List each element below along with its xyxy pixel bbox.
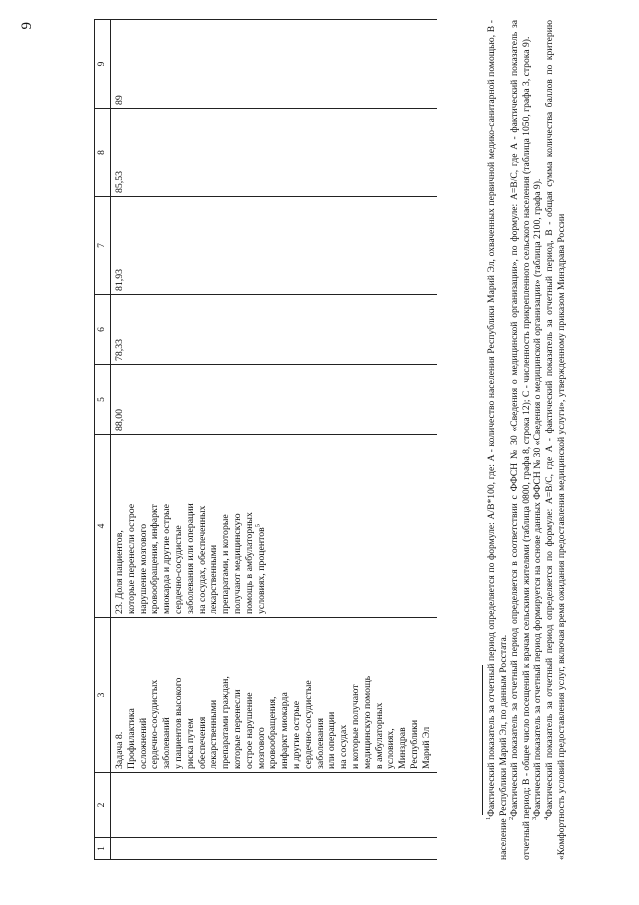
task-line: которые перенесли [231,689,243,769]
task-line: медицинскую помощь [361,675,373,769]
footnote [486,20,509,860]
footnote-text: Фактический показатель за отчетный период определяется в соответствии с ФФСН № 30 «Сведения о медицинской организации», по формуле: A=B/C, где A - фактический показатель за отчетный период; B - общее число посещений к врачам сельскими жителями (таблица 0800, графа 8, строка 12); C - численность прикрепленного сельского населения (таблица 1050, графа 3, строка 9). [509,20,532,860]
footnote-mark: 4 [542,816,550,820]
indicator-line: лекарственными [208,544,220,614]
footnote [509,20,532,860]
cell-task [111,618,437,773]
column-header: 8 [95,109,111,197]
task-line: заболевания [314,717,326,769]
indicator-line: миокарда и другие острые [161,504,173,614]
column-header: 7 [95,197,111,295]
indicator-line: нарушение мозгового [137,523,149,614]
indicators-table [94,19,437,860]
task-line: в амбулаторных [373,702,385,769]
cell-indicator [111,435,437,618]
cell-value-2020: 78,33 [111,295,437,365]
task-line: Республики [408,719,420,769]
cell-value-2023: 89 [111,20,437,109]
task-line: или операции [326,711,338,769]
indicator-line: 23. Доля пациентов, [114,530,125,614]
footnote-separator [482,665,483,815]
task-line: условиях, [385,728,397,769]
footnote-mark: 5 [254,523,262,528]
column-header: 1 [95,838,111,860]
indicator-line: сердечно-сосудистые [172,525,184,614]
footnote [544,20,567,860]
footnote-mark: 3 [531,816,539,820]
task-line: сердечно-сосудистых [149,679,161,769]
footnote [532,20,544,860]
column-header: 9 [95,20,111,109]
cell-value-2019: 88,00 [111,365,437,435]
footnote-text: Фактический показатель за отчетный период определяется по формуле: A=B/C, где A - фактический показатель за отчетный период, B - общая сумма количества баллов по критерию «Комфортность условий предоставления услуг, включая время ожидания предоставления медицинской услуги», утвержденному приказом Минздрава России [543,20,567,860]
cell-program [111,773,437,838]
task-line: сердечно-сосудистые [302,680,314,769]
task-line: заболеваний [161,717,173,769]
footnotes [486,20,567,860]
indicator-line: которые перенесли острое [125,503,137,614]
task-line: Марий Эл [420,726,432,769]
indicator-line: на сосудах, обеспеченных [196,505,208,614]
task-line: у пациентов высокого [172,677,184,769]
task-line: осложнений [137,717,149,769]
task-line: лекарственными [208,699,220,769]
cell-value-2021: 81,93 [111,197,437,295]
task-line: Минздрав [397,727,409,769]
footnote-mark: 1 [484,816,492,820]
task-line: и которые получают [349,684,361,769]
task-line: кровообращения, [267,696,279,769]
task-line: острое нарушение [243,692,255,769]
column-header: 3 [95,618,111,773]
task-line: Задача 8. [114,731,125,769]
indicator-line [256,438,268,614]
column-header: 5 [95,365,111,435]
indicator-line: заболевания или операции [184,503,196,614]
footnote-text: Фактический показатель за отчетный период определяется по формуле: A/B*100, где: A - количество населения Республики Марий Эл, охваченных первичной медико-санитарной помощью, B - население Республики Марий Эл, по данным Росстата. [486,20,509,860]
indicator-line: получают медицинскую [231,513,243,614]
table-row [111,20,437,860]
footnote-text: Фактический показатель за отчетный период формируется на основе данных ФФСН № 30 «Сведения о медицинской организации» (таблица 2100, графа 9). [532,178,544,817]
column-header: 2 [95,773,111,838]
indicator-line: помощь в амбулаторных [243,512,255,614]
task-line: обеспечения [196,716,208,769]
footnote-mark: 2 [508,816,515,820]
task-line: препаратами граждан, [220,676,232,769]
task-line: Профилактика [125,708,137,769]
indicator-line: препаратами, и которые [220,514,232,614]
column-header: 6 [95,295,111,365]
task-line: риска путем [184,718,196,769]
indicator-line: кровообращения, инфаркт [149,504,161,614]
indicator-line-text: условиях, процентов [255,527,267,614]
table-header-row [95,20,111,860]
task-line: мозгового [255,727,267,769]
task-line: инфаркт миокарда [279,692,291,769]
column-header: 4 [95,435,111,618]
cell-number [111,838,437,860]
page-number: 9 [19,22,35,30]
task-line: на сосудах [338,724,350,769]
cell-value-2022: 85,53 [111,109,437,197]
task-line: и другие острые [290,700,302,769]
